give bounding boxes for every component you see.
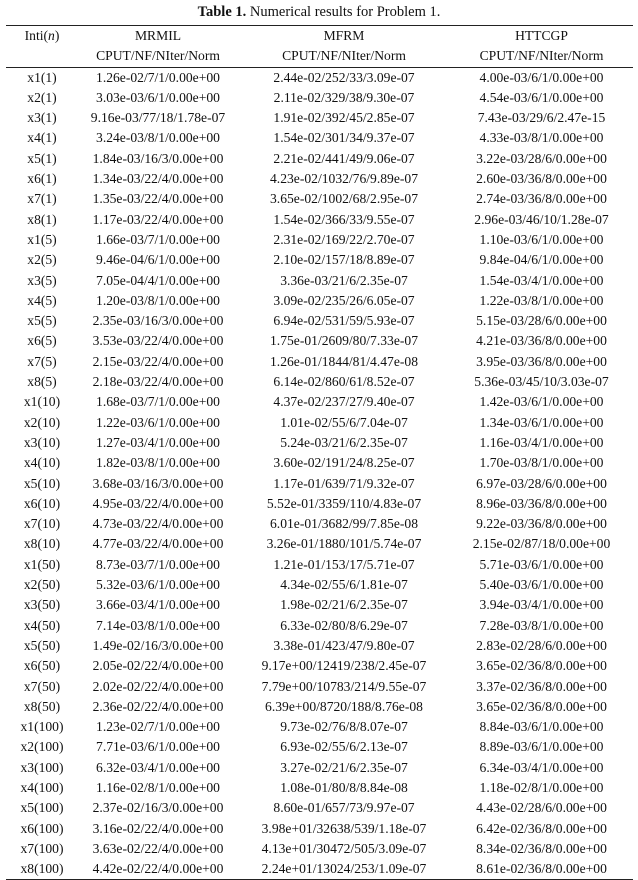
cell-inti: x7(5) [27,353,57,369]
cell-inti: x1(1) [27,69,57,85]
table-header [6,26,633,68]
table-row [6,656,633,676]
table-row [6,819,633,839]
cell-inti: x5(1) [27,150,57,166]
cell-mfrm: 1.98e-02/21/6/2.35e-07 [280,597,408,613]
table-row [6,514,633,534]
cell-httcgp: 5.36e-03/45/10/3.03e-07 [474,374,609,390]
table-row [6,250,633,270]
table-caption-label: Table 1. [197,4,247,20]
cell-inti: x2(100) [20,739,64,755]
cell-mfrm: 5.52e-01/3359/110/4.83e-07 [266,495,422,511]
table-row [6,331,633,351]
cell-mfrm: 3.65e-02/1002/68/2.95e-07 [270,191,418,207]
table-row [6,311,633,331]
cell-inti: x6(1) [27,171,57,187]
cell-httcgp: 5.15e-03/28/6/0.00e+00 [476,313,607,329]
table-row [6,575,633,595]
cell-mrmil: 1.16e-02/8/1/0.00e+00 [96,779,220,795]
cell-mfrm: 4.23e-02/1032/76/9.89e-07 [270,171,418,187]
cell-httcgp: 1.54e-03/4/1/0.00e+00 [479,272,604,288]
cell-mrmil: 2.36e-02/22/4/0.00e+00 [92,698,224,714]
table-row [6,128,633,148]
cell-mrmil: 1.17e-03/22/4/0.00e+00 [92,211,224,227]
cell-httcgp: 9.22e-03/36/8/0.00e+00 [476,516,607,532]
cell-httcgp: 2.15e-02/87/18/0.00e+00 [472,536,611,552]
cell-httcgp: 6.34e-03/4/1/0.00e+00 [479,759,604,775]
table-row [6,271,633,291]
cell-mfrm: 6.94e-02/531/59/5.93e-07 [273,313,415,329]
cell-httcgp: 1.18e-02/8/1/0.00e+00 [479,779,604,795]
cell-httcgp: 7.43e-03/29/6/2.47e-15 [477,110,606,126]
cell-mrmil: 7.14e-03/8/1/0.00e+00 [96,617,220,633]
cell-inti: x6(50) [23,658,61,674]
cell-mrmil: 1.82e-03/8/1/0.00e+00 [96,455,220,471]
table-row [6,616,633,636]
cell-mrmil: 1.84e-03/16/3/0.00e+00 [92,150,224,166]
cell-inti: x8(10) [23,536,61,552]
cell-mfrm: 3.26e-01/1880/101/5.74e-07 [266,536,422,552]
cell-mfrm: 3.60e-02/191/24/8.25e-07 [273,455,415,471]
cell-inti: x6(100) [20,820,64,836]
cell-mfrm: 3.98e+01/32638/539/1.18e-07 [261,820,427,836]
cell-mrmil: 1.20e-03/8/1/0.00e+00 [96,292,220,308]
cell-mrmil: 9.46e-04/6/1/0.00e+00 [96,252,220,268]
cell-mfrm: 8.60e-01/657/73/9.97e-07 [273,800,415,816]
cell-mfrm: 6.33e-02/80/8/6.29e-07 [280,617,408,633]
cell-httcgp: 1.10e-03/6/1/0.00e+00 [479,231,604,247]
cell-mfrm: 4.37e-02/237/27/9.40e-07 [273,394,415,410]
cell-mrmil: 3.68e-03/16/3/0.00e+00 [92,475,224,491]
cell-mfrm: 2.10e-02/157/18/8.89e-07 [273,252,415,268]
cell-mfrm: 3.09e-02/235/26/6.05e-07 [273,292,415,308]
table-row [6,230,633,250]
cell-mfrm: 1.91e-02/392/45/2.85e-07 [273,110,415,126]
cell-httcgp: 3.37e-02/36/8/0.00e+00 [476,678,607,694]
cell-mfrm: 3.27e-02/21/6/2.35e-07 [280,759,408,775]
cell-mfrm: 7.79e+00/10783/214/9.55e-07 [261,678,427,694]
cell-mfrm: 1.26e-01/1844/81/4.47e-08 [270,353,418,369]
cell-inti: x7(10) [23,516,61,532]
cell-httcgp: 8.61e-02/36/8/0.00e+00 [450,859,633,880]
cell-mfrm: 1.54e-02/366/33/9.55e-07 [273,211,415,227]
cell-mfrm: 6.39e+00/8720/188/8.76e-08 [265,698,423,714]
cell-mfrm: 1.21e-01/153/17/5.71e-07 [273,556,415,572]
cell-httcgp: 8.89e-03/6/1/0.00e+00 [479,739,604,755]
cell-inti: x6(10) [23,495,61,511]
cell-inti: x1(5) [27,231,57,247]
table-row [6,392,633,412]
cell-mrmil: 3.66e-03/4/1/0.00e+00 [96,597,220,613]
cell-httcgp: 6.97e-03/28/6/0.00e+00 [476,475,607,491]
cell-mrmil: 3.16e-02/22/4/0.00e+00 [92,820,224,836]
table-row [6,291,633,311]
cell-mrmil: 2.02e-02/22/4/0.00e+00 [92,678,224,694]
cell-mrmil: 2.18e-03/22/4/0.00e+00 [92,374,224,390]
cell-inti: x4(1) [27,130,57,146]
cell-httcgp: 1.34e-03/6/1/0.00e+00 [479,414,604,430]
cell-httcgp: 6.42e-02/36/8/0.00e+00 [476,820,607,836]
cell-mfrm: 6.14e-02/860/61/8.52e-07 [273,374,415,390]
cell-httcgp: 4.54e-03/6/1/0.00e+00 [479,89,604,105]
cell-mfrm: 1.08e-01/80/8/8.84e-08 [280,779,408,795]
cell-mfrm: 6.93e-02/55/6/2.13e-07 [280,739,408,755]
table-row [6,453,633,473]
cell-mfrm: 2.21e-02/441/49/9.06e-07 [273,150,415,166]
header-row-methods [6,26,633,47]
cell-mrmil: 1.35e-03/22/4/0.00e+00 [92,191,224,207]
cell-mfrm: 9.17e+00/12419/238/2.45e-07 [261,658,427,674]
cell-mrmil: 1.34e-03/22/4/0.00e+00 [92,171,224,187]
cell-httcgp: 1.16e-03/4/1/0.00e+00 [479,434,604,450]
cell-httcgp: 5.71e-03/6/1/0.00e+00 [479,556,604,572]
table-row [6,88,633,108]
table-row [6,534,633,554]
cell-httcgp: 4.00e-03/6/1/0.00e+00 [479,69,604,85]
cell-httcgp: 8.84e-03/6/1/0.00e+00 [479,719,604,735]
cell-mfrm: 1.54e-02/301/34/9.37e-07 [273,130,415,146]
cell-mrmil: 3.63e-02/22/4/0.00e+00 [92,840,224,856]
cell-httcgp: 3.65e-02/36/8/0.00e+00 [476,658,607,674]
table-row [6,839,633,859]
cell-inti: x2(10) [23,414,61,430]
header-empty-cell [6,46,78,67]
cell-httcgp: 3.94e-03/4/1/0.00e+00 [479,597,604,613]
cell-httcgp: 2.74e-03/36/8/0.00e+00 [476,191,607,207]
cell-inti: x4(10) [23,455,61,471]
cell-httcgp: 5.40e-03/6/1/0.00e+00 [479,577,604,593]
cell-mfrm: 6.01e-01/3682/99/7.85e-08 [270,516,418,532]
table-row [6,717,633,737]
table-row [6,67,633,88]
cell-mrmil: 1.49e-02/16/3/0.00e+00 [92,637,224,653]
table-row [6,697,633,717]
cell-mrmil: 7.71e-03/6/1/0.00e+00 [96,739,220,755]
results-table [6,25,633,880]
cell-httcgp: 4.33e-03/8/1/0.00e+00 [479,130,604,146]
cell-mrmil: 1.27e-03/4/1/0.00e+00 [96,434,220,450]
table-row [6,494,633,514]
cell-httcgp: 4.21e-03/36/8/0.00e+00 [476,333,607,349]
table-row [6,210,633,230]
cell-httcgp: 2.60e-03/36/8/0.00e+00 [476,171,607,187]
header-mrmil: MRMIL [78,26,238,47]
cell-mrmil: 6.32e-03/4/1/0.00e+00 [96,759,220,775]
cell-inti: x7(50) [23,678,61,694]
cell-httcgp: 1.70e-03/8/1/0.00e+00 [479,455,604,471]
table-caption [0,3,638,21]
cell-mrmil: 4.42e-02/22/4/0.00e+00 [78,859,238,880]
cell-inti: x8(100) [6,859,78,880]
cell-mrmil: 1.22e-03/6/1/0.00e+00 [96,414,220,430]
cell-mfrm: 4.13e+01/30472/505/3.09e-07 [261,840,427,856]
cell-httcgp: 7.28e-03/8/1/0.00e+00 [479,617,604,633]
cell-mrmil: 4.73e-03/22/4/0.00e+00 [92,516,224,532]
cell-inti: x3(50) [23,597,61,613]
cell-mfrm: 2.31e-02/169/22/2.70e-07 [273,231,415,247]
cell-httcgp: 1.22e-03/8/1/0.00e+00 [479,292,604,308]
header-metrics-mrmil: CPUT/NF/NIter/Norm [78,46,238,67]
cell-httcgp: 4.43e-02/28/6/0.00e+00 [476,800,607,816]
table-row [6,352,633,372]
table-row [6,169,633,189]
cell-inti: x2(50) [23,577,61,593]
cell-mrmil: 1.66e-03/7/1/0.00e+00 [96,231,220,247]
cell-inti: x1(100) [20,719,64,735]
header-row-metrics [6,46,633,67]
cell-inti: x1(10) [23,394,61,410]
cell-inti: x6(5) [27,333,57,349]
cell-inti: x3(1) [27,110,57,126]
cell-inti: x1(50) [23,556,61,572]
cell-mfrm: 4.34e-02/55/6/1.81e-07 [280,577,408,593]
cell-mrmil: 1.68e-03/7/1/0.00e+00 [96,394,220,410]
cell-mfrm: 5.24e-03/21/6/2.35e-07 [280,434,408,450]
cell-inti: x8(50) [23,698,61,714]
cell-inti: x7(1) [27,191,57,207]
table-row [6,859,633,880]
cell-inti: x2(1) [27,89,57,105]
table-row [6,555,633,575]
cell-mfrm: 1.17e-01/639/71/9.32e-07 [273,475,415,491]
cell-httcgp: 3.95e-03/36/8/0.00e+00 [476,353,607,369]
cell-httcgp: 2.83e-02/28/6/0.00e+00 [476,637,607,653]
cell-mfrm: 3.38e-01/423/47/9.80e-07 [273,637,415,653]
cell-httcgp: 3.22e-03/28/6/0.00e+00 [476,150,607,166]
cell-httcgp: 2.96e-03/46/10/1.28e-07 [474,211,609,227]
cell-inti: x3(100) [20,759,64,775]
cell-mrmil: 2.05e-02/22/4/0.00e+00 [92,658,224,674]
cell-mfrm: 2.44e-02/252/33/3.09e-07 [273,69,415,85]
table-row [6,474,633,494]
table-row [6,636,633,656]
cell-mfrm: 1.75e-01/2609/80/7.33e-07 [270,333,418,349]
cell-mrmil: 1.23e-02/7/1/0.00e+00 [96,719,220,735]
header-inti: Inti(n) [6,26,78,47]
cell-httcgp: 3.65e-02/36/8/0.00e+00 [476,698,607,714]
cell-inti: x8(5) [27,374,57,390]
cell-mrmil: 2.35e-03/16/3/0.00e+00 [92,313,224,329]
cell-mrmil: 9.16e-03/77/18/1.78e-07 [90,110,226,126]
cell-httcgp: 9.84e-04/6/1/0.00e+00 [479,252,604,268]
cell-inti: x2(5) [27,252,57,268]
cell-inti: x7(100) [20,840,64,856]
header-metrics-mfrm: CPUT/NF/NIter/Norm [238,46,450,67]
cell-inti: x3(10) [23,434,61,450]
cell-mrmil: 2.15e-03/22/4/0.00e+00 [92,353,224,369]
table-row [6,108,633,128]
table-caption-text: Numerical results for Problem 1. [246,4,441,20]
cell-inti: x5(10) [23,475,61,491]
table-body [6,67,633,880]
table-row [6,737,633,757]
cell-mfrm: 2.24e+01/13024/253/1.09e-07 [238,859,450,880]
cell-mrmil: 5.32e-03/6/1/0.00e+00 [96,577,220,593]
cell-httcgp: 8.96e-03/36/8/0.00e+00 [476,495,607,511]
header-metrics-httcgp: CPUT/NF/NIter/Norm [450,46,633,67]
table-row [6,778,633,798]
cell-mfrm: 3.36e-03/21/6/2.35e-07 [280,272,408,288]
header-httcgp: HTTCGP [450,26,633,47]
cell-httcgp: 8.34e-02/36/8/0.00e+00 [476,840,607,856]
cell-mfrm: 2.11e-02/329/38/9.30e-07 [273,89,415,105]
cell-mrmil: 4.95e-03/22/4/0.00e+00 [92,495,224,511]
cell-mrmil: 1.26e-02/7/1/0.00e+00 [96,69,220,85]
cell-inti: x5(100) [20,800,64,816]
cell-inti: x3(5) [27,272,57,288]
cell-inti: x8(1) [27,211,57,227]
table-row [6,677,633,697]
cell-inti: x4(100) [20,779,64,795]
table-row [6,758,633,778]
table-row [6,149,633,169]
header-mfrm: MFRM [238,26,450,47]
cell-mrmil: 7.05e-04/4/1/0.00e+00 [96,272,220,288]
cell-mrmil: 4.77e-03/22/4/0.00e+00 [92,536,224,552]
cell-inti: x4(50) [23,617,61,633]
table-row [6,595,633,615]
cell-mfrm: 1.01e-02/55/6/7.04e-07 [280,414,408,430]
cell-mrmil: 3.24e-03/8/1/0.00e+00 [96,130,220,146]
cell-inti: x4(5) [27,292,57,308]
cell-inti: x5(5) [27,313,57,329]
table-row [6,798,633,818]
cell-mrmil: 2.37e-02/16/3/0.00e+00 [92,800,224,816]
cell-httcgp: 1.42e-03/6/1/0.00e+00 [479,394,604,410]
cell-mrmil: 3.53e-03/22/4/0.00e+00 [92,333,224,349]
table-row [6,433,633,453]
cell-mrmil: 3.03e-03/6/1/0.00e+00 [96,89,220,105]
table-row [6,413,633,433]
cell-inti: x5(50) [23,637,61,653]
table-row [6,372,633,392]
table-row [6,189,633,209]
cell-mfrm: 9.73e-02/76/8/8.07e-07 [280,719,408,735]
cell-mrmil: 8.73e-03/7/1/0.00e+00 [96,556,220,572]
